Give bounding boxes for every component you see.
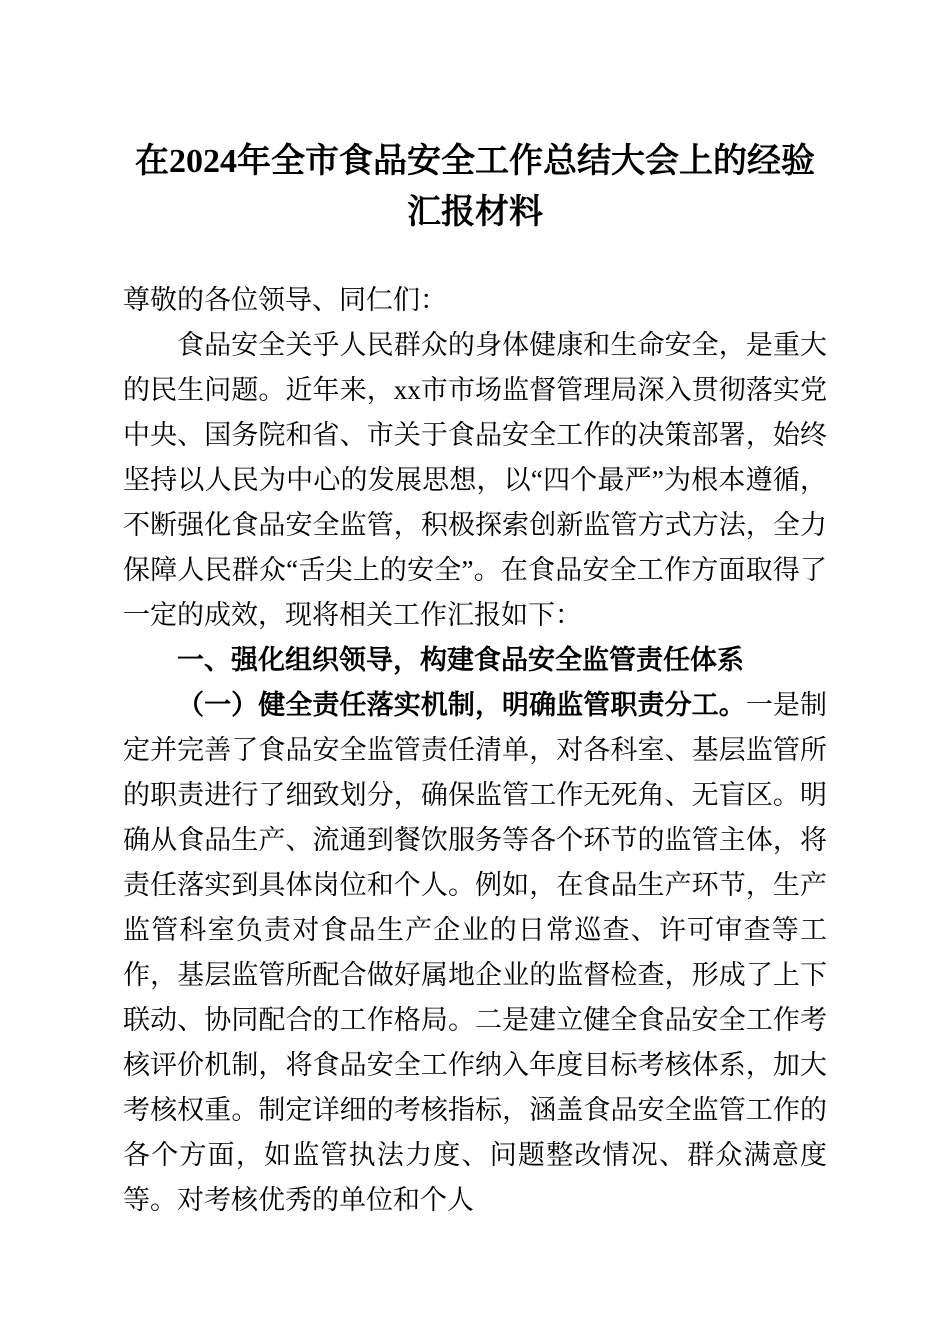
intro-paragraph: 食品安全关乎人民群众的身体健康和生命安全，是重大的民生问题。近年来，xx市市场监督管理局深入贯彻落实党中央、国务院和省、市关于食品安全工作的决策部署，始终坚持以人民为中心的发展思想，以“四个最严”为根本遵循，不断强化食品安全监管，积极探索创新监管方式方法，全力保障人民群众“舌尖上的安全”。在食品安全工作方面取得了一定的成效，现将相关工作汇报如下：	[123, 330, 827, 630]
section-1-item-1-paragraph	[123, 683, 827, 1223]
item-1-body-text: 一是制定并完善了食品安全监管责任清单，对各科室、基层监管所的职责进行了细致划分，确保监管工作无死角、无盲区。明确从食品生产、流通到餐饮服务等各个环节的监管主体，将责任落实到具体岗位和个人。例如，在食品生产环节，生产监管科室负责对食品生产企业的日常巡查、许可审查等工作，基层监管所配合做好属地企业的监督检查，形成了上下联动、协同配合的工作格局。二是建立健全食品安全工作考核评价机制，将食品安全工作纳入年度目标考核体系，加大考核权重。制定详细的考核指标，涵盖食品安全监管工作的各个方面，如监管执法力度、问题整改情况、群众满意度等。对考核优秀的单位和个人	[123, 690, 828, 1215]
item-1-lead-sentence: （一）健全责任落实机制，明确监管职责分工。	[177, 690, 746, 720]
document-title: 在2024年全市食品安全工作总结大会上的经验汇报材料	[135, 143, 815, 231]
salutation-line: 尊敬的各位领导、同仁们：	[123, 285, 447, 315]
document-body	[123, 278, 827, 1223]
section-1-heading: 一、强化组织领导，构建食品安全监管责任体系	[177, 645, 744, 675]
document-content	[123, 0, 827, 1223]
